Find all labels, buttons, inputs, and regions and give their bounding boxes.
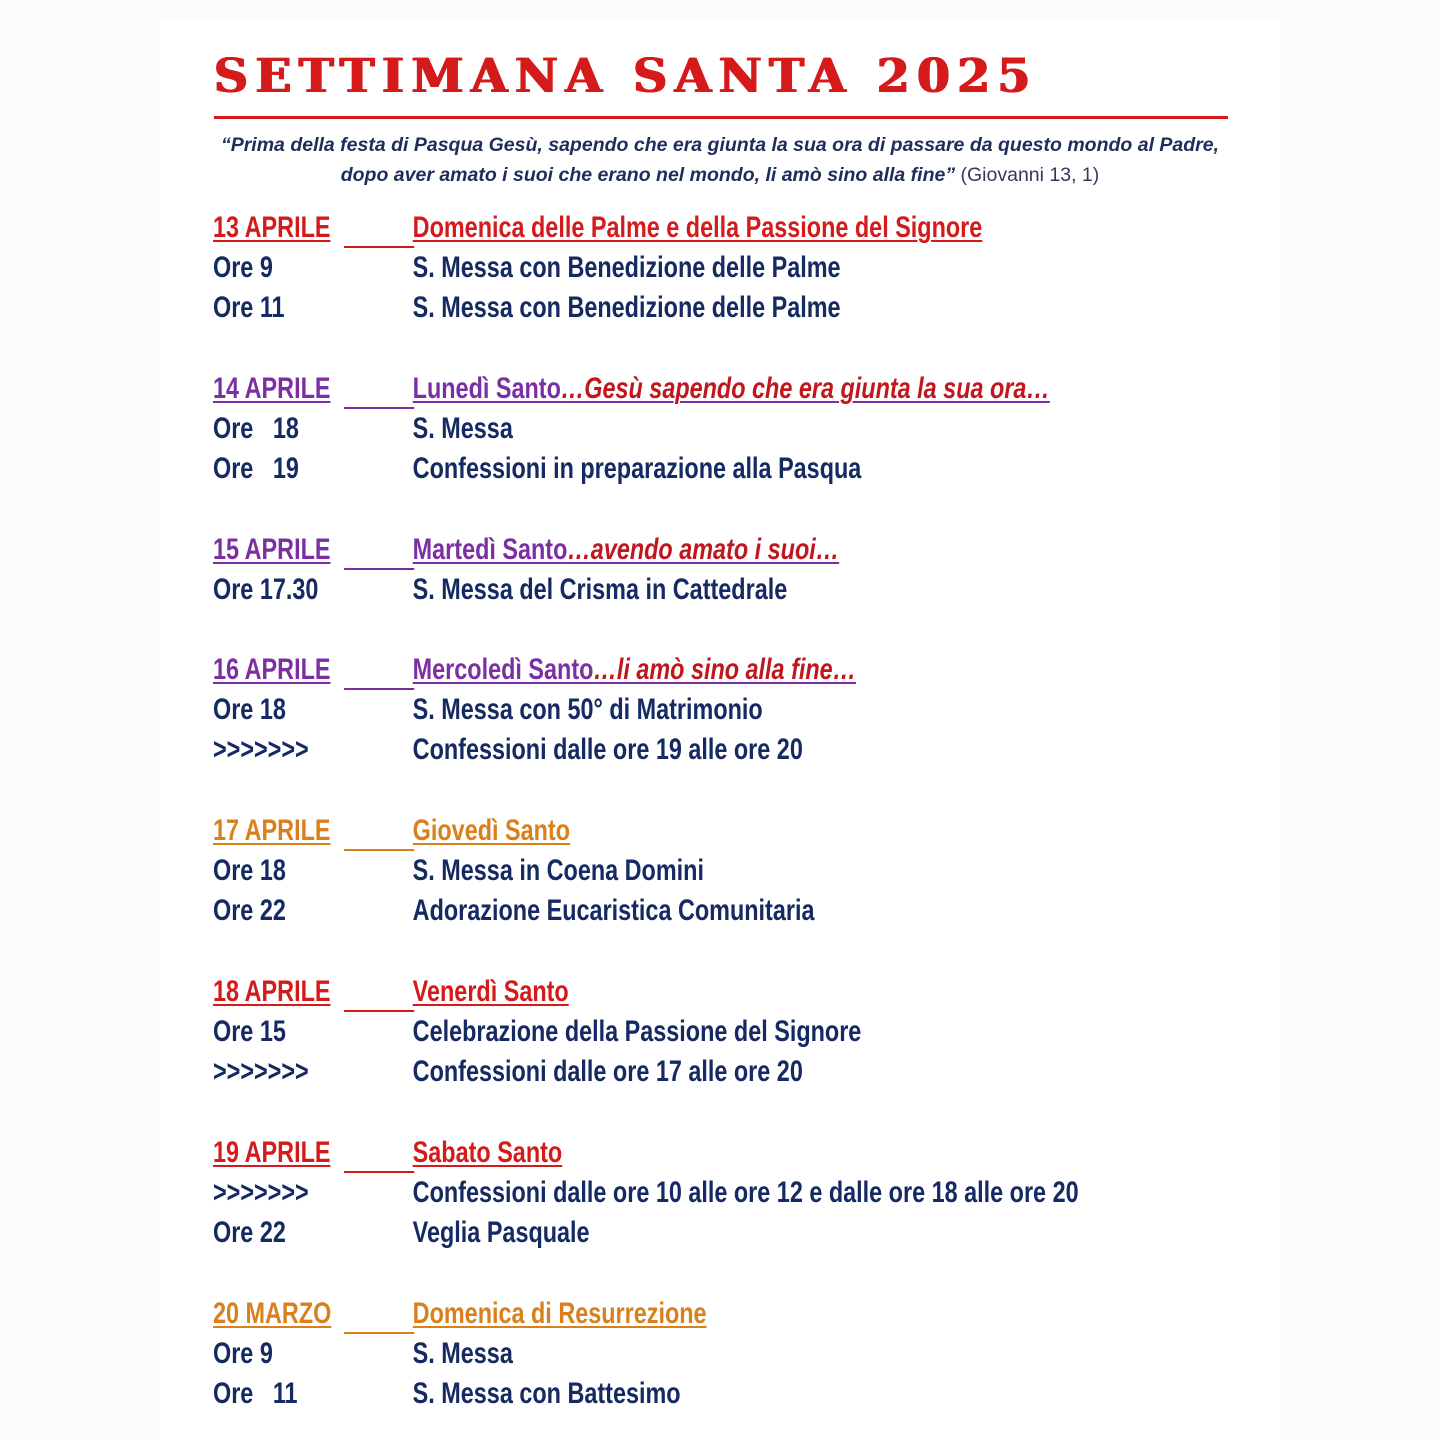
row-time: Ore 9 [213, 1337, 273, 1370]
day-date: 20 MARZO [213, 1297, 332, 1330]
row-time: >>>>>>> [213, 733, 309, 767]
day-header [213, 972, 1009, 1012]
schedule-row [213, 288, 1009, 328]
day-title [413, 972, 569, 1012]
day-header [213, 369, 1050, 409]
schedule-row [213, 1052, 1009, 1092]
schedule-row [213, 1012, 1009, 1052]
day-section-15-aprile [213, 530, 1233, 610]
row-description: Confessioni in preparazione alla Pasqua [412, 452, 862, 486]
schedule-row [213, 1374, 1009, 1414]
day-header [213, 650, 1009, 690]
row-time: Ore 18 [213, 412, 299, 445]
day-quote: …Gesù sapendo che era giunta la sua ora… [560, 372, 1050, 405]
day-title [413, 530, 839, 570]
day-title [413, 1294, 707, 1334]
day-section-20-marzo [213, 1294, 1233, 1415]
row-time: Ore 15 [213, 1015, 286, 1048]
day-section-17-aprile [213, 811, 1233, 932]
row-time: Ore 19 [213, 452, 299, 486]
schedule-row [213, 1334, 1009, 1374]
day-section-16-aprile [213, 650, 1233, 771]
day-date: 16 APRILE [213, 653, 331, 686]
day-date: 15 APRILE [213, 533, 331, 566]
page-title: SETTIMANA SANTA 2025 [214, 49, 1038, 104]
schedule-row [213, 1213, 1009, 1253]
day-title-text: Domenica di Resurrezione [412, 1297, 707, 1330]
quote-text: “Prima della festa di Pasqua Gesù, sapendo che era giunta la sua ora di passare da questo mondo al Padre, dopo aver amato i suoi che erano nel mondo, li amò sino alla fine” [220, 134, 1220, 186]
day-header [213, 1294, 1009, 1334]
row-description: S. Messa del Crisma in Cattedrale [412, 573, 788, 606]
day-title-text: Martedì Santo [412, 533, 568, 566]
schedule-row [213, 891, 1009, 931]
day-title [413, 1133, 563, 1173]
row-description: S. Messa [412, 412, 513, 445]
day-section-14-aprile [213, 369, 1233, 490]
row-time: Ore 9 [213, 251, 273, 284]
row-time: Ore 18 [213, 854, 286, 887]
day-section-18-aprile [213, 972, 1233, 1093]
row-time: Ore 22 [213, 894, 286, 928]
gospel-quote [200, 130, 1240, 190]
row-time: Ore 11 [213, 291, 285, 325]
row-description: Veglia Pasquale [412, 1216, 590, 1250]
day-quote: …li amò sino alla fine… [593, 653, 857, 686]
row-description: S. Messa in Coena Domini [412, 854, 704, 887]
day-title [413, 208, 983, 248]
row-time: >>>>>>> [213, 1055, 309, 1089]
day-title-text: Giovedì Santo [412, 814, 571, 847]
schedule-row [213, 851, 1009, 891]
title-underline [214, 116, 1228, 119]
row-time: Ore 17.30 [213, 573, 319, 606]
day-title [413, 650, 856, 690]
quote-reference: (Giovanni 13, 1) [960, 164, 1100, 186]
row-description: Celebrazione della Passione del Signore [412, 1015, 862, 1048]
schedule-row [213, 570, 1009, 610]
schedule-row [213, 248, 1009, 288]
day-title-text: Sabato Santo [412, 1136, 563, 1169]
day-header [213, 208, 1009, 248]
row-description: S. Messa con Battesimo [412, 1377, 681, 1411]
day-header [213, 1133, 1009, 1173]
day-title [413, 811, 570, 851]
schedule-row [213, 730, 1009, 770]
day-title-text: Venerdì Santo [412, 975, 569, 1008]
day-date: 19 APRILE [213, 1136, 331, 1169]
day-title [413, 369, 1050, 409]
row-description: S. Messa [412, 1337, 513, 1370]
row-description: Confessioni dalle ore 10 alle ore 12 e dalle ore 18 alle ore 20 [412, 1176, 1079, 1209]
row-description: Confessioni dalle ore 19 alle ore 20 [412, 733, 803, 767]
day-date: 18 APRILE [213, 975, 331, 1008]
row-description: S. Messa con Benedizione delle Palme [412, 251, 841, 284]
day-date: 13 APRILE [213, 211, 331, 244]
row-time: >>>>>>> [213, 1176, 309, 1209]
row-time: Ore 18 [213, 693, 286, 726]
row-time: Ore 11 [213, 1377, 298, 1411]
row-description: S. Messa con Benedizione delle Palme [412, 291, 841, 325]
schedule-row [213, 409, 1009, 449]
schedule-row [213, 449, 1009, 489]
day-header [213, 811, 1009, 851]
day-title-text: Mercoledì Santo [412, 653, 594, 686]
day-section-13-aprile [213, 208, 1233, 329]
day-header [213, 530, 1009, 570]
row-description: S. Messa con 50° di Matrimonio [412, 693, 763, 726]
row-description: Adorazione Eucaristica Comunitaria [412, 894, 815, 928]
schedule-row [213, 1173, 1079, 1213]
row-description: Confessioni dalle ore 17 alle ore 20 [412, 1055, 803, 1089]
day-section-19-aprile [213, 1133, 1233, 1254]
row-time: Ore 22 [213, 1216, 286, 1250]
day-quote: …avendo amato i suoi… [567, 533, 840, 566]
day-title-text: Domenica delle Palme e della Passione del Signore [412, 211, 983, 244]
day-date: 14 APRILE [213, 372, 331, 405]
day-date: 17 APRILE [213, 814, 331, 847]
flyer-page [160, 18, 1280, 1440]
day-title-text: Lunedì Santo [412, 372, 561, 405]
schedule-row [213, 690, 1009, 730]
